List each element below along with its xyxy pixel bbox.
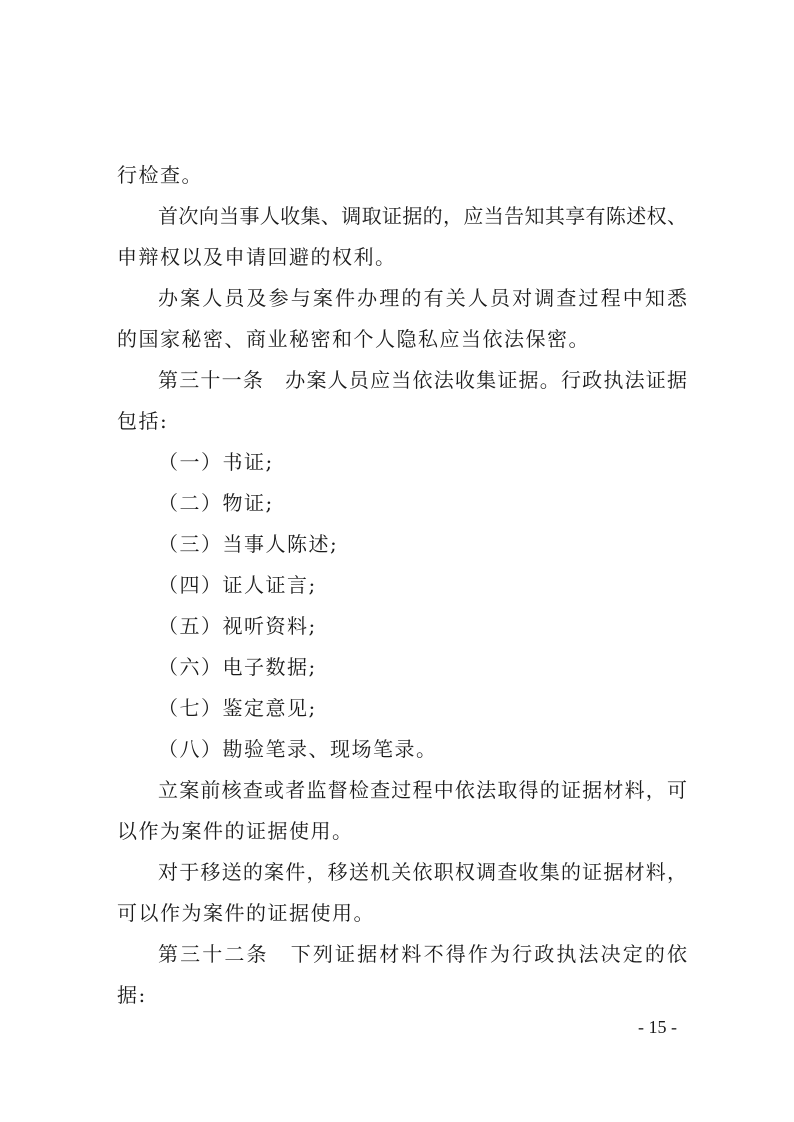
paragraph-line: 对于移送的案件，移送机关依职权调查收集的证据材料， bbox=[158, 860, 687, 884]
paragraph-line: 首次向当事人收集、调取证据的，应当告知其享有陈述权、 bbox=[158, 204, 687, 228]
list-item: （二）物证; bbox=[158, 491, 274, 515]
list-item: （三）当事人陈述; bbox=[158, 532, 339, 556]
list-item: （一）书证; bbox=[158, 450, 274, 474]
list-item: （五）视听资料; bbox=[158, 614, 317, 638]
paragraph-line: 行检查。 bbox=[117, 163, 203, 187]
article-heading-line: 第三十一条 办案人员应当依法收集证据。行政执法证据 bbox=[158, 368, 687, 392]
page-number: - 15 - bbox=[638, 1017, 677, 1037]
paragraph-line: 办案人员及参与案件办理的有关人员对调查过程中知悉 bbox=[158, 286, 687, 310]
article-heading-line: 第三十二条 下列证据材料不得作为行政执法决定的依 bbox=[158, 942, 687, 966]
list-item: （四）证人证言; bbox=[158, 573, 317, 597]
paragraph-line: 以作为案件的证据使用。 bbox=[117, 819, 354, 843]
list-item: （八）勘验笔录、现场笔录。 bbox=[158, 737, 438, 761]
list-item: （六）电子数据; bbox=[158, 655, 317, 679]
paragraph-line: 据: bbox=[117, 983, 147, 1007]
paragraph-line: 可以作为案件的证据使用。 bbox=[117, 901, 375, 925]
list-item: （七）鉴定意见; bbox=[158, 696, 317, 720]
paragraph-line: 申辩权以及申请回避的权利。 bbox=[117, 245, 397, 269]
paragraph-line: 立案前核查或者监督检查过程中依法取得的证据材料，可 bbox=[158, 778, 687, 802]
paragraph-line: 的国家秘密、商业秘密和个人隐私应当依法保密。 bbox=[117, 327, 590, 351]
paragraph-line: 包括: bbox=[117, 409, 169, 433]
